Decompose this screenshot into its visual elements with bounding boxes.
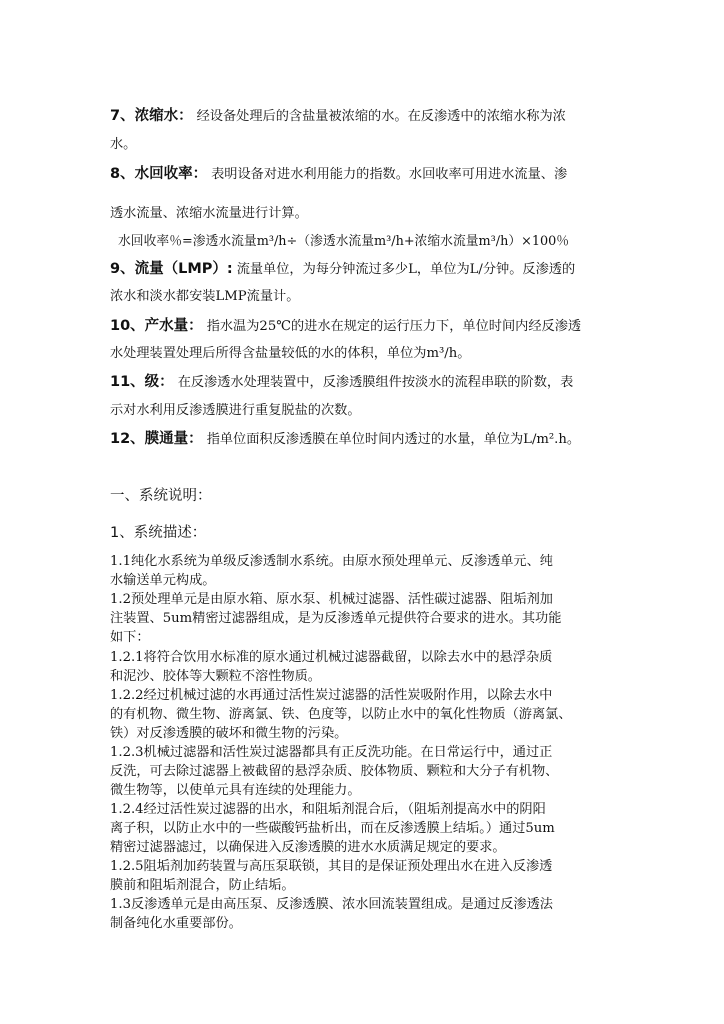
definition-line [110, 345, 470, 363]
body-line: 水输送单元构成。 [110, 573, 216, 588]
recovery-formula: 水回收率％=渗透水流量m³/h÷（渗透水流量m³/h+浓缩水流量m³/h）×100％ [118, 234, 570, 249]
definition-term: 9、流量（LMP）: [110, 261, 233, 277]
definition-line [110, 317, 581, 336]
body-line: 反洗，可去除过滤器上被截留的悬浮杂质、胶体物质、颗粒和大分子有机物、 [110, 764, 559, 779]
body-line: 1.3反渗透单元是由高压泵、反渗透膜、浓水回流装置组成。是通过反渗透法 [110, 897, 553, 912]
section-subheading: 1、系统描述： [110, 525, 207, 541]
definition-text: 水处理装置处理后所得含盐量较低的水的体积，单位为m³/h。 [110, 346, 471, 361]
definition-term: 7、浓缩水： [110, 108, 193, 124]
body-line: 1.2预处理单元是由原水箱、原水泵、机械过滤器、活性碳过滤器、阻垢剂加 [110, 592, 553, 607]
definition-term: 11、级： [110, 374, 174, 390]
definition-text: 指水温为25℃的进水在规定的运行压力下，单位时间内经反渗透 [206, 319, 582, 334]
body-line: 的有机物、微生物、游离氯、铁、色度等，以防止水中的氧化性物质（游离氯、 [110, 707, 572, 722]
body-line: 精密过滤器滤过，以确保进入反渗透膜的进水水质满足规定的要求。 [110, 840, 506, 855]
body-line: 1.2.2经过机械过滤的水再通过活性炭过滤器的活性炭吸附作用，以除去水中 [110, 688, 553, 703]
definition-line [110, 165, 567, 184]
definition-line [110, 288, 299, 306]
definition-text: 浓水和淡水都安装LMP流量计。 [110, 289, 300, 304]
definition-line [110, 107, 566, 126]
definition-line [110, 205, 308, 223]
definition-text: 表明设备对进水利用能力的指数。水回收率可用进水流量、渗 [211, 167, 568, 182]
definition-text: 指单位面积反渗透膜在单位时间内透过的水量，单位为L/m².h。 [206, 432, 581, 447]
definition-text: 水。 [110, 137, 137, 152]
body-line: 铁）对反渗透膜的破坏和微生物的污染。 [110, 726, 348, 741]
body-line: 1.2.4经过活性炭过滤器的出水，和阻垢剂混合后，（阻垢剂提高水中的阴阳 [110, 802, 546, 817]
body-line: 1.2.1将符合饮用水标准的原水通过机械过滤器截留，以除去水中的悬浮杂质 [110, 650, 553, 665]
definition-term: 8、水回收率： [110, 166, 208, 182]
body-line: 1.2.3机械过滤器和活性炭过滤器都具有正反洗功能。在日常运行中，通过正 [110, 745, 553, 760]
definition-line [110, 402, 361, 420]
definition-line [110, 260, 575, 279]
body-line: 如下： [110, 630, 150, 645]
body-line: 制备纯化水重要部份。 [110, 916, 242, 931]
definition-term: 10、产水量： [110, 318, 203, 334]
definition-text: 流量单位，为每分钟流过多少L，单位为L/分钟。反渗透的 [236, 262, 576, 277]
definition-text: 透水流量、浓缩水流量进行计算。 [110, 206, 308, 221]
body-line: 离子积，以防止水中的一些碳酸钙盐析出，而在反渗透膜上结垢。）通过5um [110, 821, 555, 836]
body-line: 注装置、5um精密过滤器组成，是为反渗透单元提供符合要求的进水。其功能 [110, 611, 562, 626]
body-line: 微生物等，以使单元具有连续的处理能力。 [110, 783, 361, 798]
body-line: 1.2.5阻垢剂加药装置与高压泵联锁，其目的是保证预处理出水在进入反渗透 [110, 859, 553, 874]
body-line: 1.1纯化水系统为单级反渗透制水系统。由原水预处理单元、反渗透单元、纯 [110, 554, 553, 569]
definition-text: 在反渗透水处理装置中，反渗透膜组件按淡水的流程串联的阶数，表 [177, 375, 574, 390]
definition-line [110, 136, 136, 154]
definition-term: 12、膜通量： [110, 431, 203, 447]
definition-line [110, 430, 580, 449]
definition-text: 经设备处理后的含盐量被浓缩的水。在反渗透中的浓缩水称为浓 [196, 109, 566, 124]
definition-text: 示对水利用反渗透膜进行重复脱盐的次数。 [110, 403, 361, 418]
section-heading: 一、系统说明： [110, 488, 212, 504]
body-line: 和泥沙、胶体等大颗粒不溶性物质。 [110, 669, 321, 684]
body-line: 膜前和阻垢剂混合，防止结垢。 [110, 878, 295, 893]
definition-line [110, 373, 573, 392]
